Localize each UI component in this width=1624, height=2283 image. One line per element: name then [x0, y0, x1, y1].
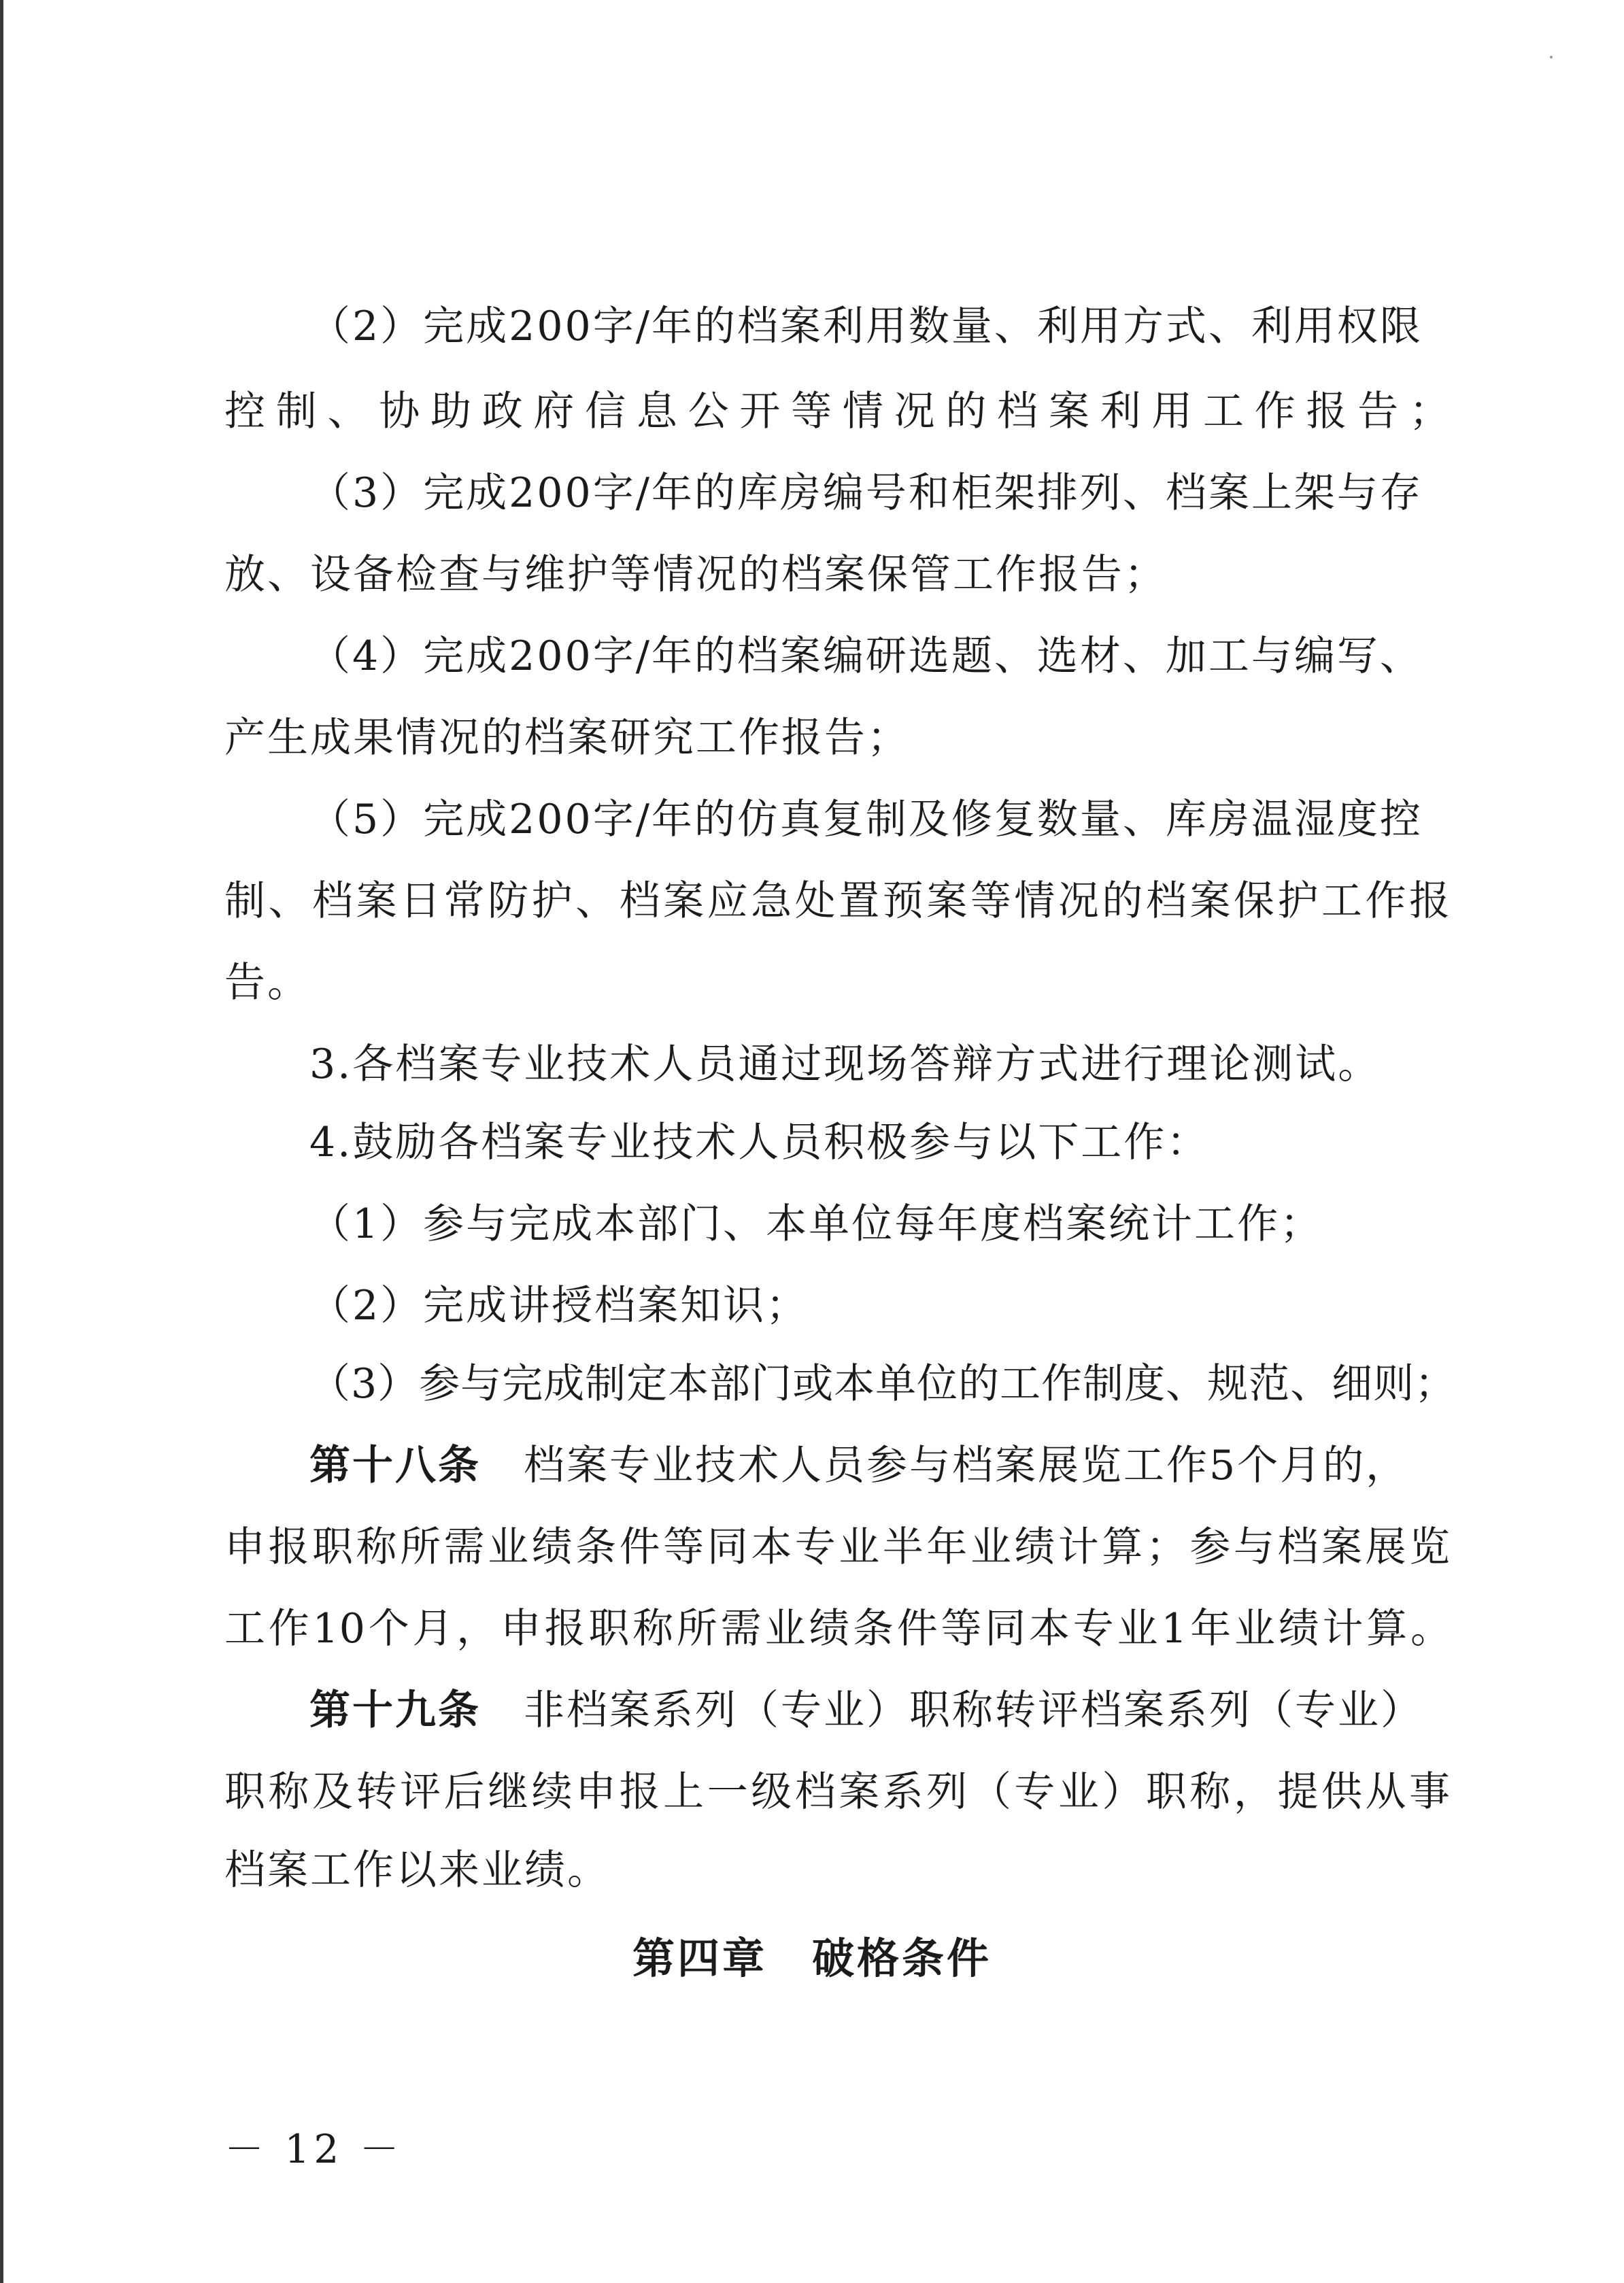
article-18-line-2: 申报职称所需业绩条件等同本专业半年业绩计算；参与档案展览: [224, 1523, 1452, 1571]
body-line-4: 放、设备检查与维护等情况的档案保管工作报告；: [224, 551, 1167, 598]
body-line-10: 3.各档案专业技术人员通过现场答辩方式进行理论测试。: [309, 1041, 1381, 1088]
article-19-label: 第十九条: [309, 1687, 481, 1734]
page-number: － 12 －: [224, 2126, 403, 2172]
body-line-14: （3）参与完成制定本部门或本单位的工作制度、规范、细则；: [309, 1360, 1457, 1408]
body-line-8: 制、档案日常防护、档案应急处置预案等情况的档案保护工作报: [224, 877, 1452, 925]
article-18-line-3: 工作10个月，申报职称所需业绩条件等同本专业1年业绩计算。: [224, 1605, 1452, 1653]
body-line-2: 控制、协助政府信息公开等情况的档案利用工作报告；: [224, 388, 1452, 435]
body-line-13: （2）完成讲授档案知识；: [309, 1282, 809, 1330]
article-19-line-3: 档案工作以来业绩。: [224, 1846, 610, 1894]
body-line-9: 告。: [224, 959, 310, 1007]
article-18-label: 第十八条: [309, 1442, 481, 1489]
body-line-6: 产生成果情况的档案研究工作报告；: [224, 714, 910, 762]
article-18-line-1: [309, 1438, 1452, 1493]
article-19-line-1: [309, 1683, 1452, 1738]
chapter-heading: 第四章 破格条件: [632, 1933, 992, 1983]
body-line-5: （4）完成200字/年的档案编研选题、选材、加工与编写、: [309, 632, 1423, 680]
body-line-1: （2）完成200字/年的档案利用数量、利用方式、利用权限: [309, 303, 1423, 350]
body-line-12: （1）参与完成本部门、本单位每年度档案统计工作；: [309, 1200, 1323, 1248]
scan-speck: [1550, 56, 1553, 58]
article-18-text: 档案专业技术人员参与档案展览工作5个月的，: [524, 1442, 1409, 1489]
article-19-text: 非档案系列（专业）职称转评档案系列（专业）: [524, 1687, 1423, 1734]
body-line-7: （5）完成200字/年的仿真复制及修复数量、库房温湿度控: [309, 796, 1423, 843]
body-line-3: （3）完成200字/年的库房编号和柜架排列、档案上架与存: [309, 469, 1423, 517]
body-line-11: 4.鼓励各档案专业技术人员积极参与以下工作：: [309, 1119, 1210, 1166]
article-19-line-2: 职称及转评后继续申报上一级档案系列（专业）职称，提供从事: [224, 1768, 1452, 1816]
